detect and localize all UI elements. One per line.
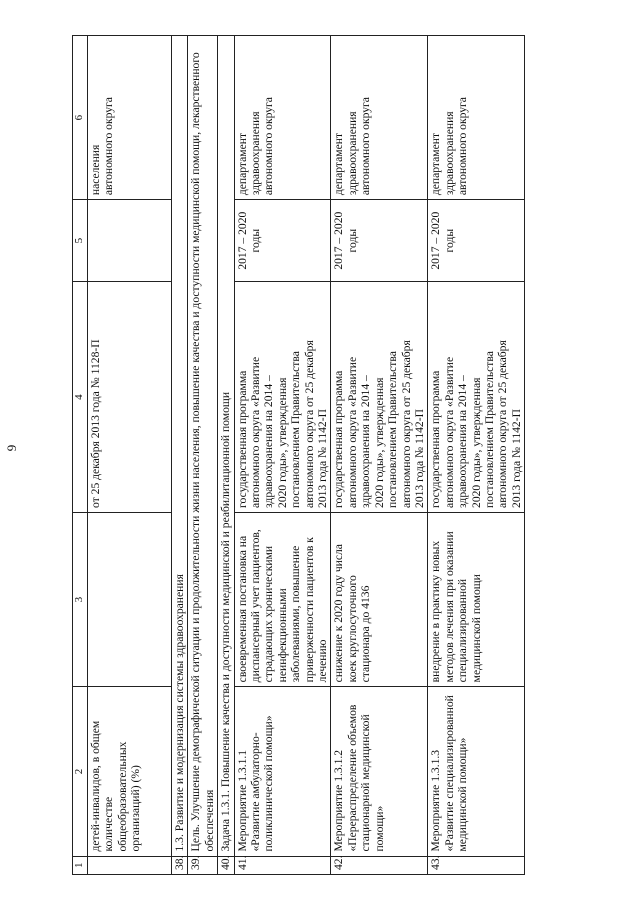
header-cell: 2: [73, 687, 88, 856]
table-row: [331, 36, 428, 875]
period-cell: [88, 200, 172, 282]
measure-cell: Мероприятие 1.3.1.3 «Развитие специализированной медицинской помощи»: [428, 687, 525, 856]
row-number: 38.: [172, 856, 188, 874]
row-number: 42.: [331, 856, 428, 874]
document-cell: государственная программа автономного округа «Развитие здравоохранения на 2014 – 2020 годы», утвержденная постановлением Правительства автономного округа от 25 декабря 2013 года № 1142-П: [428, 282, 525, 513]
period-cell: 2017 – 2020 годы: [428, 200, 525, 282]
table-row: [234, 36, 331, 875]
task-text: Задача 1.3.1. Повышение качества и доступности медицинской и реабилитационной помощи: [218, 36, 234, 857]
page-number: 9: [4, 444, 19, 452]
period-cell: 2017 – 2020 годы: [234, 200, 331, 282]
responsible-cell: департамент здравоохранения автономного округа: [234, 36, 331, 200]
header-cell: 3: [73, 512, 88, 686]
document-cell: государственная программа автономного округа «Развитие здравоохранения на 2014 – 2020 годы», утвержденная постановлением Правительства автономного округа от 25 декабря 2013 года № 1142-П: [331, 282, 428, 513]
section-row: [172, 36, 188, 875]
result-cell: снижение к 2020 году числа коек круглосуточного стационара до 4136: [331, 512, 428, 686]
table-row: [428, 36, 525, 875]
result-cell: внедрение в практику новых методов лечения при оказании специализированной медицинской помощи: [428, 512, 525, 686]
responsible-cell: департамент здравоохранения автономного округа: [331, 36, 428, 200]
section-title: 1.3. Развитие и модернизация системы здравоохранения: [172, 36, 188, 857]
row-number: 39.: [188, 856, 218, 874]
continuation-row: [88, 36, 172, 875]
result-cell: своевременная постановка на диспансерный учет пациентов, страдающих хроническими неинфекционными заболеваниями, повышение приверженности пациентов к лечению: [234, 512, 331, 686]
result-cell: [88, 512, 172, 686]
goal-row: [188, 36, 218, 875]
measure-cell: Мероприятие 1.3.1.1 «Развитие амбулаторно- поликлинической помощи»: [234, 687, 331, 856]
responsible-cell: населения автономного округа: [88, 36, 172, 200]
row-number: 41.: [234, 856, 331, 874]
header-row: [73, 36, 88, 875]
header-cell: 5: [73, 200, 88, 282]
responsible-cell: департамент здравоохранения автономного округа: [428, 36, 525, 200]
task-row: [218, 36, 234, 875]
header-cell: 1: [73, 856, 88, 874]
measure-cell: детей-инвалидов, в общем количестве общеобразовательных организаций) (%): [88, 687, 172, 856]
row-number: 40.: [218, 856, 234, 874]
rotated-table-container: [72, 35, 572, 875]
document-cell: от 25 декабря 2013 года № 1128-П: [88, 282, 172, 513]
measures-table: [72, 35, 525, 875]
measure-cell: Мероприятие 1.3.1.2 «Перераспределение объемов стационарной медицинской помощи»: [331, 687, 428, 856]
header-cell: 6: [73, 36, 88, 200]
row-number: 43.: [428, 856, 525, 874]
period-cell: 2017 – 2020 годы: [331, 200, 428, 282]
goal-text: Цель. Улучшение демографической ситуации и продолжительности жизни населения, повышение качества и доступности медицинской помощи, лекарственного обеспечения: [188, 36, 218, 857]
document-cell: государственная программа автономного округа «Развитие здравоохранения на 2014 – 2020 годы», утвержденная постановлением Правительства автономного округа от 25 декабря 2013 года № 1142-П: [234, 282, 331, 513]
header-cell: 4: [73, 282, 88, 513]
row-number: [88, 856, 172, 874]
